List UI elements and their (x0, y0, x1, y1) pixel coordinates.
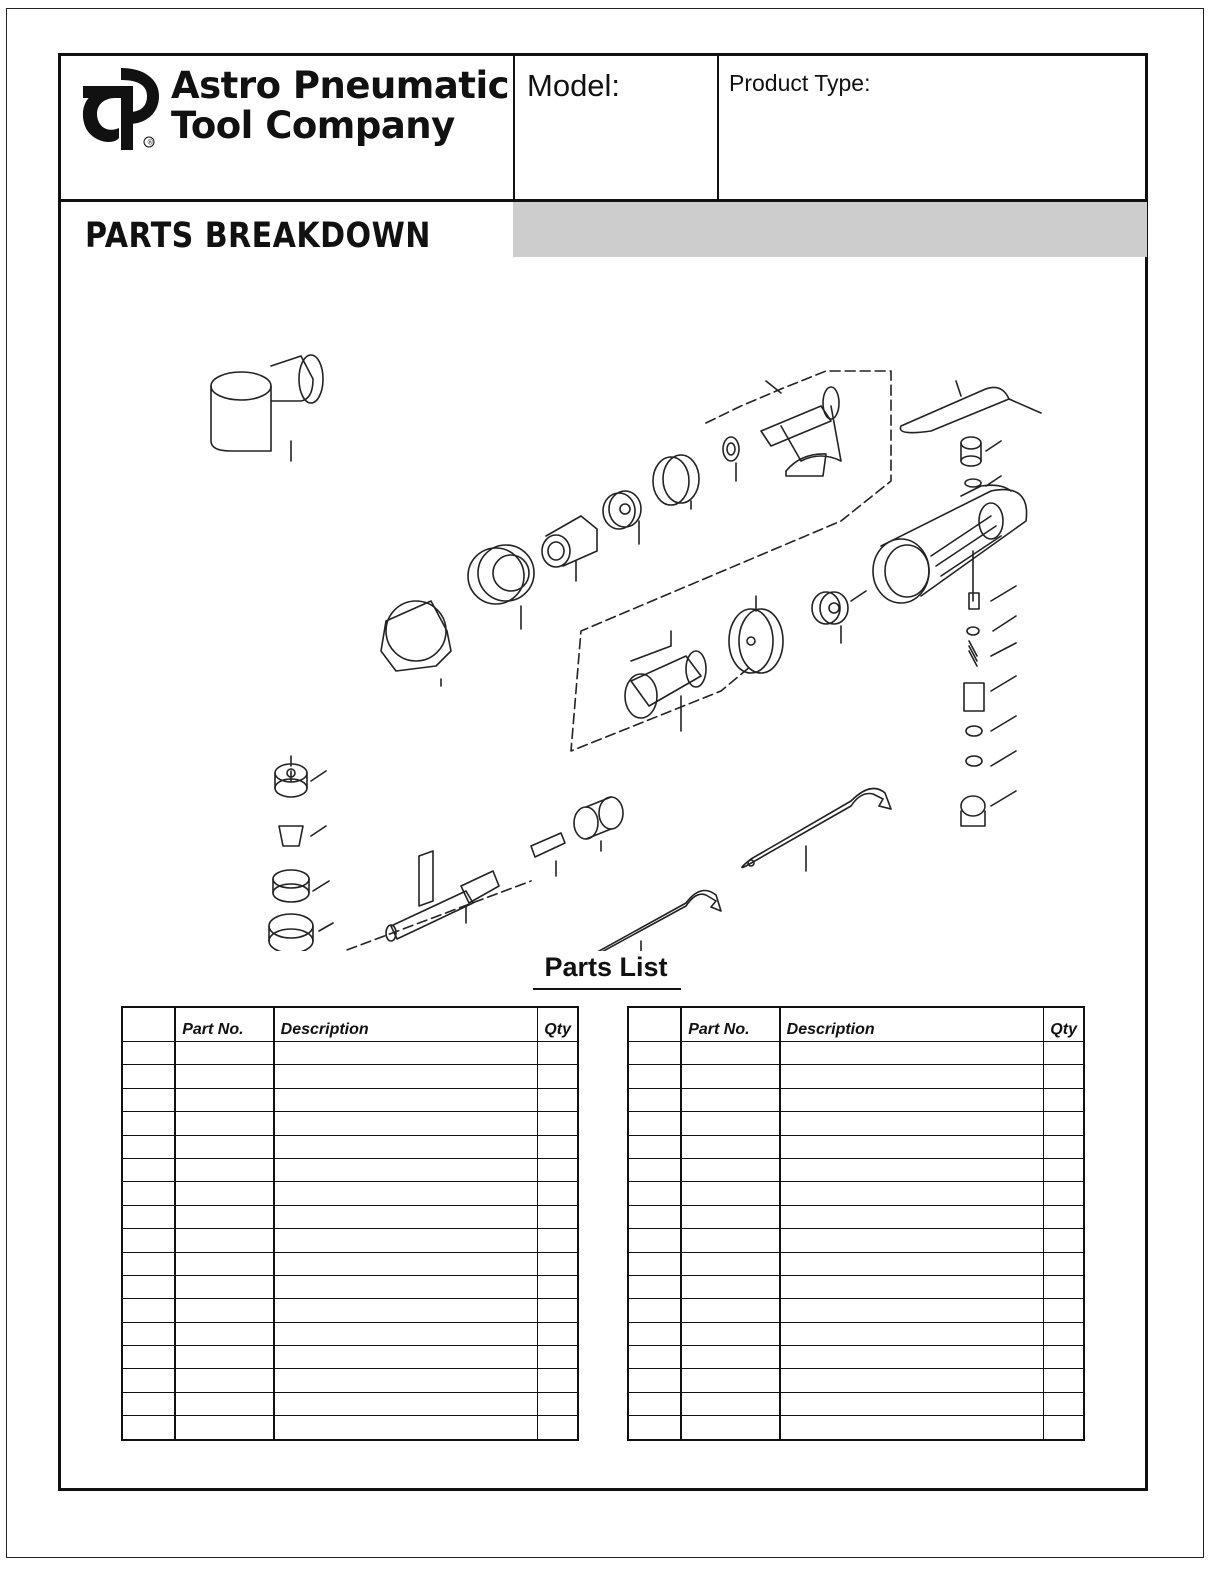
cell-qty (538, 1065, 578, 1088)
cell-qty (1044, 1229, 1084, 1252)
cell-part-no (681, 1135, 779, 1158)
cell-part-no (681, 1275, 779, 1298)
cell-qty (538, 1182, 578, 1205)
table-row (628, 1065, 1084, 1088)
cell-part-no (681, 1299, 779, 1322)
bearing-part (603, 491, 641, 544)
cell-part-no (681, 1252, 779, 1275)
cell-qty (1044, 1299, 1084, 1322)
cell-part-no (175, 1065, 273, 1088)
cell-description (274, 1158, 538, 1181)
table-row (122, 1135, 578, 1158)
cell-index (628, 1299, 681, 1322)
cell-index (122, 1252, 175, 1275)
spindle-part (386, 851, 499, 941)
table-row (122, 1299, 578, 1322)
cell-qty (538, 1416, 578, 1440)
cell-qty (1044, 1346, 1084, 1369)
table-row (122, 1229, 578, 1252)
company-logo-cell (61, 56, 515, 199)
washer-part (723, 437, 739, 481)
cell-qty (1044, 1275, 1084, 1298)
cell-qty (538, 1205, 578, 1228)
lower-bearing-stack-part (269, 764, 333, 951)
cell-description (274, 1065, 538, 1088)
cell-index (628, 1392, 681, 1415)
cell-part-no (681, 1346, 779, 1369)
cell-description (274, 1112, 538, 1135)
cell-qty (1044, 1042, 1084, 1065)
table-row (628, 1042, 1084, 1065)
table-row (628, 1275, 1084, 1298)
cell-part-no (681, 1065, 779, 1088)
wrench-large-part (742, 789, 891, 872)
column-header-index (628, 1007, 681, 1042)
cell-index (628, 1229, 681, 1252)
cell-description (274, 1275, 538, 1298)
table-row (628, 1205, 1084, 1228)
product-type-cell (717, 56, 1145, 199)
column-header-qty: Qty (1044, 1007, 1084, 1042)
cell-part-no (175, 1229, 273, 1252)
cell-description (780, 1252, 1044, 1275)
cell-description (780, 1065, 1044, 1088)
table-row (628, 1182, 1084, 1205)
cell-index (122, 1135, 175, 1158)
cell-description (780, 1275, 1044, 1298)
cell-qty (1044, 1392, 1084, 1415)
cell-part-no (175, 1392, 273, 1415)
cell-qty (538, 1042, 578, 1065)
cell-qty (538, 1112, 578, 1135)
cell-description (780, 1369, 1044, 1392)
cell-qty (1044, 1205, 1084, 1228)
column-header-part-no: Part No. (681, 1007, 779, 1042)
company-name-line2: Tool Company (171, 104, 455, 147)
table-row (628, 1252, 1084, 1275)
cell-description (274, 1088, 538, 1111)
cell-qty (538, 1229, 578, 1252)
parts-list-title-underline (533, 988, 681, 990)
cell-index (122, 1229, 175, 1252)
cell-part-no (175, 1088, 273, 1111)
cell-description (274, 1346, 538, 1369)
cell-index (122, 1205, 175, 1228)
cell-part-no (681, 1322, 779, 1345)
cell-index (628, 1158, 681, 1181)
cell-index (122, 1369, 175, 1392)
exploded-parts-diagram (201, 311, 1061, 951)
company-logo-icon (75, 66, 161, 150)
cell-description (274, 1252, 538, 1275)
cell-index (628, 1205, 681, 1228)
cell-description (274, 1135, 538, 1158)
cell-index (122, 1416, 175, 1440)
lock-ring-part (653, 455, 699, 509)
cell-index (122, 1275, 175, 1298)
cell-qty (538, 1088, 578, 1111)
table-row (122, 1416, 578, 1440)
cell-index (628, 1369, 681, 1392)
table-row (122, 1182, 578, 1205)
table-row (122, 1112, 578, 1135)
cell-qty (538, 1322, 578, 1345)
cell-description (780, 1158, 1044, 1181)
section-title: PARTS BREAKDOWN (85, 216, 431, 256)
cell-part-no (681, 1182, 779, 1205)
cell-part-no (681, 1088, 779, 1111)
cell-qty (1044, 1252, 1084, 1275)
cell-index (628, 1182, 681, 1205)
table-row (628, 1369, 1084, 1392)
cell-description (780, 1346, 1044, 1369)
cell-index (122, 1158, 175, 1181)
cell-index (628, 1042, 681, 1065)
model-label: Model: (527, 68, 621, 103)
cell-description (274, 1322, 538, 1345)
cell-description (780, 1229, 1044, 1252)
cell-description (780, 1322, 1044, 1345)
parts-table-left (121, 1006, 579, 1441)
wrench-small-part (572, 891, 721, 952)
cell-index (122, 1042, 175, 1065)
table-row (628, 1416, 1084, 1440)
table-row (122, 1042, 578, 1065)
collet-part (531, 833, 565, 876)
cell-description (274, 1369, 538, 1392)
angle-head-part (211, 355, 323, 461)
cell-qty (538, 1135, 578, 1158)
table-row (628, 1158, 1084, 1181)
cell-part-no (681, 1392, 779, 1415)
cell-part-no (175, 1042, 273, 1065)
cell-index (628, 1275, 681, 1298)
cell-qty (538, 1252, 578, 1275)
cell-index (122, 1182, 175, 1205)
cell-part-no (175, 1275, 273, 1298)
cell-part-no (175, 1346, 273, 1369)
cell-description (780, 1182, 1044, 1205)
table-row (122, 1275, 578, 1298)
cell-index (628, 1346, 681, 1369)
cell-part-no (175, 1205, 273, 1228)
cell-index (628, 1112, 681, 1135)
table-row (122, 1088, 578, 1111)
header-row (61, 56, 1145, 202)
gear-part (542, 516, 597, 581)
column-header-description: Description (780, 1007, 1044, 1042)
document-frame (58, 53, 1148, 1491)
cell-part-no (175, 1322, 273, 1345)
table-row (122, 1252, 578, 1275)
cell-qty (538, 1299, 578, 1322)
cell-description (274, 1392, 538, 1415)
cell-index (122, 1112, 175, 1135)
cell-description (780, 1135, 1044, 1158)
cell-index (628, 1322, 681, 1345)
table-row (122, 1369, 578, 1392)
column-header-part-no: Part No. (175, 1007, 273, 1042)
cell-description (274, 1416, 538, 1440)
cell-description (274, 1182, 538, 1205)
title-gray-band (513, 202, 1147, 257)
cell-part-no (175, 1252, 273, 1275)
cell-qty (538, 1275, 578, 1298)
table-row (122, 1392, 578, 1415)
cell-part-no (681, 1229, 779, 1252)
cell-qty (1044, 1088, 1084, 1111)
cell-part-no (175, 1299, 273, 1322)
table-row (122, 1346, 578, 1369)
cell-index (122, 1299, 175, 1322)
cell-part-no (681, 1205, 779, 1228)
threaded-ring-part (468, 545, 534, 629)
motor-housing-part (873, 485, 1027, 603)
cell-part-no (175, 1135, 273, 1158)
cylinder-part (625, 631, 706, 731)
table-row (122, 1322, 578, 1345)
cell-index (628, 1252, 681, 1275)
cell-part-no (175, 1416, 273, 1440)
throttle-lever-part (900, 381, 1041, 433)
cell-part-no (681, 1112, 779, 1135)
table-row (628, 1088, 1084, 1111)
cell-part-no (681, 1042, 779, 1065)
cell-description (274, 1042, 538, 1065)
parts-list-title: Parts List (544, 952, 668, 982)
cell-qty (538, 1346, 578, 1369)
cell-qty (538, 1158, 578, 1181)
cell-qty (1044, 1322, 1084, 1345)
table-row (628, 1229, 1084, 1252)
table-row (122, 1158, 578, 1181)
cell-index (122, 1392, 175, 1415)
collar-nut-part (381, 601, 451, 686)
cell-index (628, 1135, 681, 1158)
cell-description (780, 1088, 1044, 1111)
table-row (628, 1392, 1084, 1415)
company-name-line1: Astro Pneumatic (171, 64, 510, 107)
cell-part-no (175, 1112, 273, 1135)
cell-description (274, 1229, 538, 1252)
rotor-part (761, 381, 841, 476)
cell-part-no (681, 1416, 779, 1440)
cell-qty (1044, 1065, 1084, 1088)
cell-index (628, 1416, 681, 1440)
table-row (122, 1065, 578, 1088)
cell-description (780, 1416, 1044, 1440)
table-row (122, 1205, 578, 1228)
cell-qty (1044, 1182, 1084, 1205)
cell-part-no (681, 1158, 779, 1181)
table-row (628, 1346, 1084, 1369)
cell-index (122, 1088, 175, 1111)
cell-description (780, 1205, 1044, 1228)
cell-part-no (175, 1158, 273, 1181)
cell-description (274, 1205, 538, 1228)
svg-text:®: ® (146, 138, 154, 147)
cell-qty (1044, 1158, 1084, 1181)
product-type-label: Product Type: (729, 70, 871, 96)
cell-index (122, 1065, 175, 1088)
cell-qty (538, 1369, 578, 1392)
table-row (628, 1135, 1084, 1158)
end-plate-part (729, 596, 783, 673)
table-row (628, 1322, 1084, 1345)
model-cell (513, 56, 719, 199)
cell-qty (1044, 1369, 1084, 1392)
cell-description (780, 1042, 1044, 1065)
column-header-description: Description (274, 1007, 538, 1042)
parts-table-right (627, 1006, 1085, 1441)
collet-nut-part (574, 797, 623, 851)
cell-index (122, 1322, 175, 1345)
cell-qty (1044, 1135, 1084, 1158)
cell-index (628, 1065, 681, 1088)
cell-qty (538, 1392, 578, 1415)
cell-part-no (175, 1369, 273, 1392)
cell-description (274, 1299, 538, 1322)
cell-index (122, 1346, 175, 1369)
cell-description (780, 1299, 1044, 1322)
cell-part-no (681, 1369, 779, 1392)
table-row (628, 1112, 1084, 1135)
cell-part-no (175, 1182, 273, 1205)
column-header-index (122, 1007, 175, 1042)
cell-index (628, 1088, 681, 1111)
cell-description (780, 1392, 1044, 1415)
column-header-qty: Qty (538, 1007, 578, 1042)
rear-bearing-part (812, 591, 866, 643)
cell-qty (1044, 1112, 1084, 1135)
cell-qty (1044, 1416, 1084, 1440)
cell-description (780, 1112, 1044, 1135)
table-row (628, 1299, 1084, 1322)
